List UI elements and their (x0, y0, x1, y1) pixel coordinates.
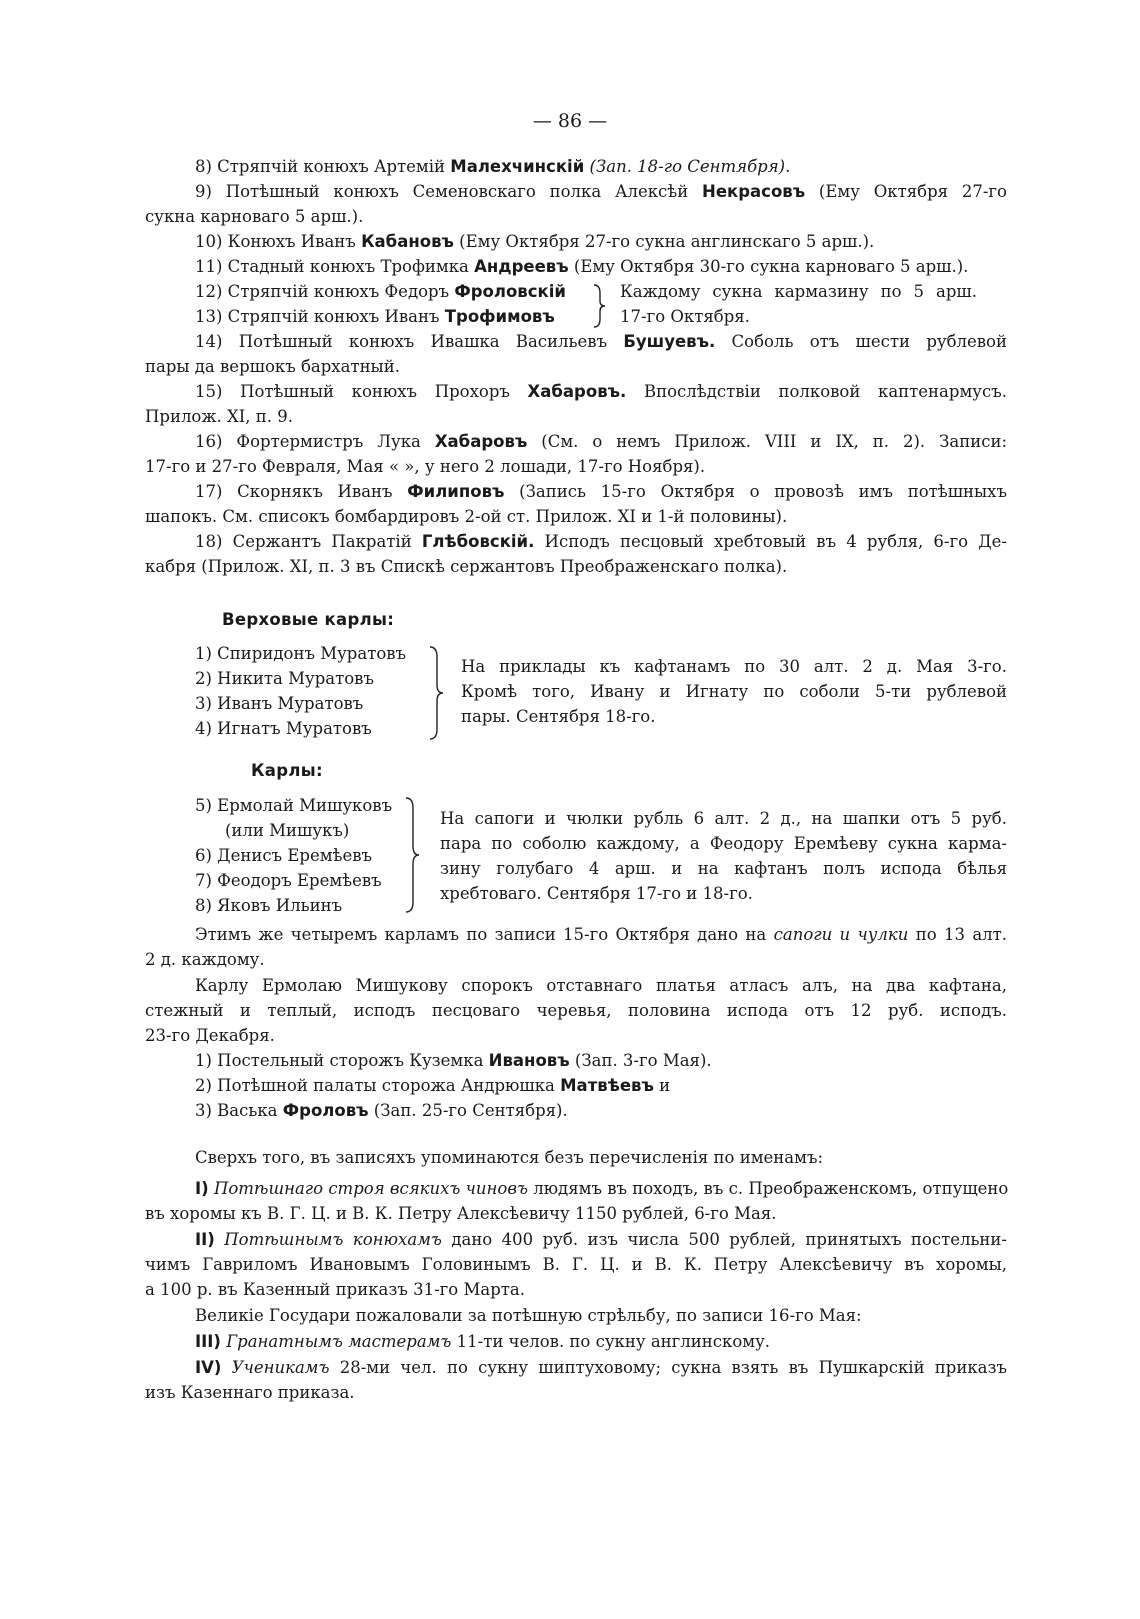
entry-10: 10) Конюхъ Иванъ Кабановъ (Ему Октября 27-го сукна англинскаго 5 арш.). (195, 232, 875, 251)
entry-14: 14) Потѣшный конюхъ Ивашка Васильевъ Бушуевъ. Соболь отъ шести рублевой (195, 332, 1007, 351)
karly-name: 6) Денисъ Еремѣевъ (195, 846, 373, 865)
para2-line3: 23-го Декабря. (145, 1026, 275, 1045)
roman-4-cont: изъ Казеннаго приказа. (145, 1383, 355, 1402)
karly-note: На сапоги и чюлки рубль 6 алт. 2 д., на шапки отъ 5 руб. пара по соболю каждому, а Феодору Еремѣеву сукна карма- зину голубаго 4 арш. и на кафтанъ полъ испода бѣлья хребтоваго. Сентября 17-го и 18-го. (440, 809, 1007, 903)
entry-8: 8) Стряпчій конюхъ Артемій Малехчинскій (Зап. 18-го Сентября). (195, 157, 791, 176)
entry-9-cont: сукна карноваго 5 арш.). (145, 207, 364, 226)
verkhovye-name: 3) Иванъ Муратовъ (195, 694, 364, 713)
karly-names (195, 793, 392, 918)
entry-17: 17) Скорнякъ Иванъ Филиповъ (Запись 15-го Октября о провозѣ имъ потѣшныхъ (195, 482, 1007, 501)
brace-karly (404, 796, 420, 914)
entry-15: 15) Потѣшный конюхъ Прохоръ Хабаровъ. Впослѣдствіи полковой каптенармусъ. (195, 382, 1007, 401)
para2-line1: Карлу Ермолаю Мишукову спорокъ отставнаго платья атласъ алъ, на два кафтана, (195, 976, 1007, 995)
roman-2: II) Потѣшнымъ конюхамъ дано 400 руб. изъ числа 500 рублей, принятыхъ постельни- (195, 1230, 1007, 1249)
verkhovye-name: 2) Никита Муратовъ (195, 669, 374, 688)
roman-2-cont2: а 100 р. въ Казенный приказъ 31-го Марта. (145, 1280, 525, 1299)
karly-name: 8) Яковъ Ильинъ (195, 896, 343, 915)
heading-verkhovye: Верховые карлы: (222, 610, 395, 629)
page-number: — 86 — (532, 110, 608, 132)
guard-1: 1) Постельный сторожъ Куземка Ивановъ (Зап. 3-го Мая). (195, 1051, 712, 1070)
brace-12-13 (592, 283, 606, 329)
entry-18-cont: кабря (Прилож. XI, п. 3 въ Спискѣ сержантовъ Преображенскаго полка). (145, 557, 788, 576)
verkhovye-name: 1) Спиридонъ Муратовъ (195, 644, 407, 663)
verkhovye-note: На приклады къ кафтанамъ по 30 алт. 2 д. Мая 3-го. Кромѣ того, Ивану и Игнату по соболи 5-ти рублевой пары. Сентября 18-го. (461, 657, 1007, 726)
karly-name: (или Мишукъ) (225, 821, 350, 840)
entry-16: 16) Фортермистръ Лука Хабаровъ (См. о немъ Прилож. VIII и IX, п. 2). Записи: (195, 432, 1008, 451)
roman-1: I) Потѣшнаго строя всякихъ чиновъ людямъ въ походъ, въ с. Преображенскомъ, отпущено (195, 1179, 1009, 1198)
entry-13: 13) Стряпчій конюхъ Иванъ Трофимовъ (195, 307, 555, 326)
entry-15-cont: Прилож. XI, п. 9. (145, 407, 294, 426)
para2-line2: стежный и теплый, исподъ песцоваго черевья, половина испода отъ 12 руб. исподъ. (145, 1001, 1007, 1020)
roman-1-cont: въ хоромы къ В. Г. Ц. и В. К. Петру Алексѣевичу 1150 рублей, 6-го Мая. (145, 1204, 777, 1223)
roman-3: III) Гранатнымъ мастерамъ 11-ти челов. по сукну англинскому. (195, 1332, 771, 1351)
verkhovye-name: 4) Игнатъ Муратовъ (195, 719, 372, 738)
karly-name: 5) Ермолай Мишуковъ (195, 796, 393, 815)
velikie-line: Великіе Государи пожаловали за потѣшную стрѣльбу, по записи 16-го Мая: (195, 1306, 862, 1325)
verkhovye-names (195, 641, 406, 741)
sverkh-line: Сверхъ того, въ записяхъ упоминаются безъ перечисленія по именамъ: (195, 1148, 824, 1167)
entry-18: 18) Сержантъ Пакратій Глѣбовскій. Исподъ песцовый хребтовый въ 4 рубля, 6-го Де- (195, 532, 1007, 551)
heading-karly: Карлы: (251, 761, 323, 780)
entry-11: 11) Стадный конюхъ Трофимка Андреевъ (Ему Октября 30-го сукна карноваго 5 арш.). (195, 257, 969, 276)
entry-17-cont: шапокъ. См. списокъ бомбардировъ 2-ой ст. Прилож. XI и 1-й половины). (145, 507, 788, 526)
roman-2-cont: чимъ Гавриломъ Ивановымъ Головинымъ В. Г. Ц. и В. К. Петру Алексѣевичу въ хоромы, (145, 1255, 1007, 1274)
para1-line1: Этимъ же четыремъ карламъ по записи 15-го Октября дано на сапоги и чулки по 13 алт. (195, 925, 1008, 944)
roman-4: IV) Ученикамъ 28-ми чел. по сукну шиптуховому; сукна взять въ Пушкарскій приказъ (195, 1358, 1007, 1377)
brace-verkhovye (428, 645, 444, 741)
entry-14-cont: пары да вершокъ бархатный. (145, 357, 400, 376)
entry-16-cont: 17-го и 27-го Февраля, Мая « », у него 2 лошади, 17-го Ноября). (145, 457, 706, 476)
guard-3: 3) Васька Фроловъ (Зап. 25-го Сентября). (195, 1101, 568, 1120)
guard-2: 2) Потѣшной палаты сторожа Андрюшка Матвѣевъ и (195, 1076, 671, 1095)
entry-12-13-date: 17-го Октября. (620, 307, 750, 326)
entry-12: 12) Стряпчій конюхъ Федоръ Фроловскій (195, 282, 566, 301)
entry-9: 9) Потѣшный конюхъ Семеновскаго полка Алексѣй Некрасовъ (Ему Октября 27-го (195, 182, 1007, 201)
para1-line2: 2 д. каждому. (145, 950, 265, 969)
entry-12-13-note: Каждому сукна кармазину по 5 арш. (620, 282, 977, 301)
karly-name: 7) Феодоръ Еремѣевъ (195, 871, 382, 890)
